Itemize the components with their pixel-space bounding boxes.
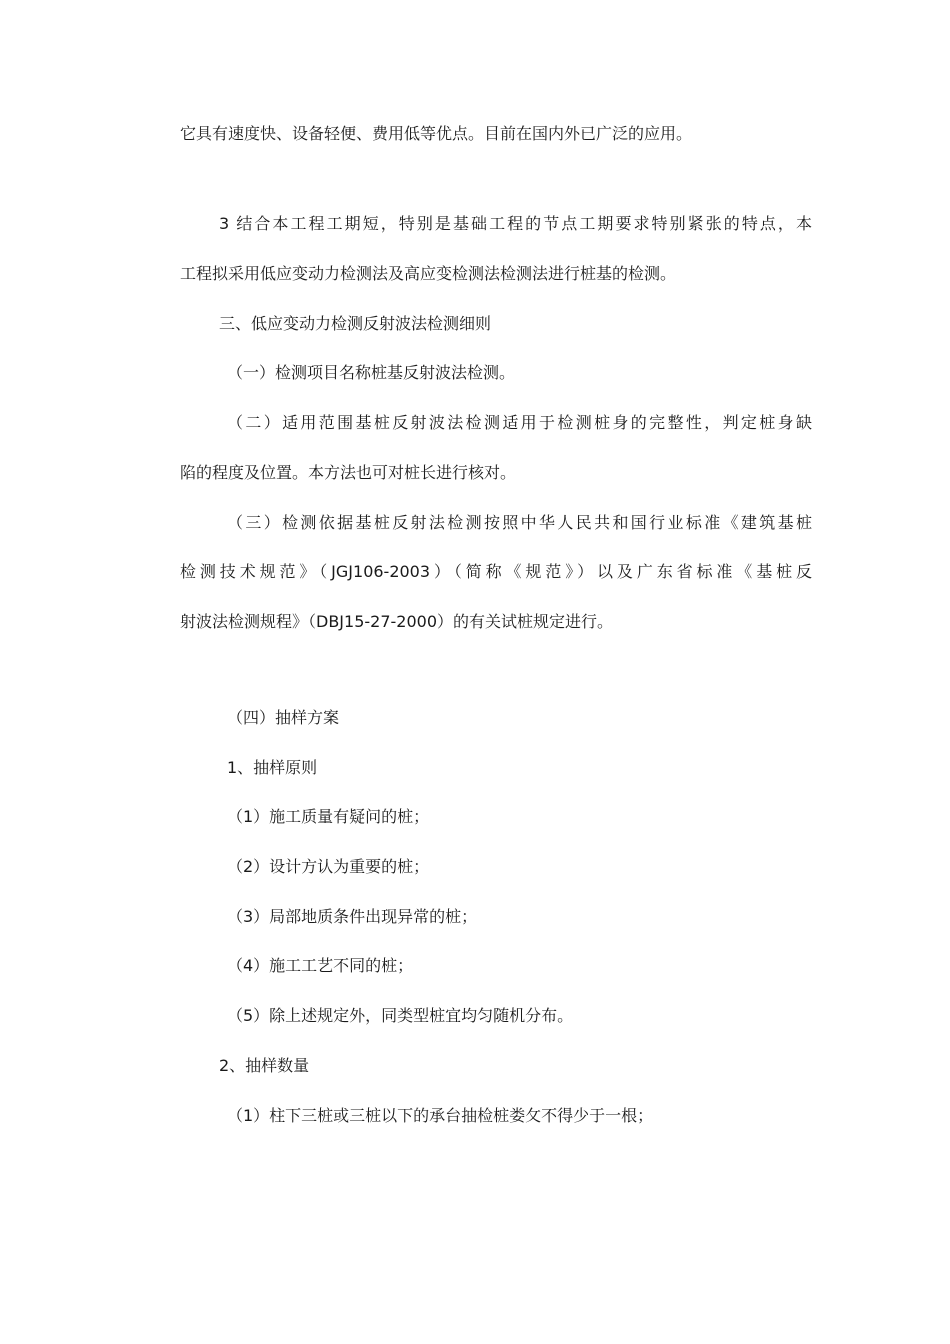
subsection-heading: 2、抽样数量 [219,1056,310,1075]
list-item: （1）柱下三桩或三桩以下的承台抽检桩娄攵不得少于一根； [227,1106,654,1125]
paragraph-line: （三）检测依据基桩反射法检测按照中华人民共和国行业标准《建筑基桩 [227,513,812,532]
subsection-heading: 1、抽样原则 [227,758,318,777]
list-item: （2）设计方认为重要的桩； [227,857,430,876]
list-item: （5）除上述规定外，同类型桩宜均匀随机分布。 [227,1006,574,1025]
list-item: （3）局部地质条件出现异常的桩； [227,907,478,926]
paragraph-line: 3 结合本工程工期短，特别是基础工程的节点工期要求特别紧张的特点，本 [219,214,812,233]
paragraph-line: 它具有速度快、设备轻便、费用低等优点。目前在国内外已广泛的应用。 [180,124,693,143]
section-heading: （四）抽样方案 [227,708,340,727]
paragraph-line: 工程拟采用低应变动力检测法及高应变检测法检测法进行桩基的检测。 [180,264,677,283]
paragraph-line: （二）适用范围基桩反射波法检测适用于检测桩身的完整性，判定桩身缺 [227,413,812,432]
paragraph-line: 射波法检测规程》（DBJ15-27-2000）的有关试桩规定进行。 [180,612,614,631]
section-heading: 三、低应变动力检测反射波法检测细则 [219,314,492,333]
list-item: （4）施工工艺不同的桩； [227,956,414,975]
list-item: （1）施工质量有疑问的桩； [227,807,430,826]
paragraph-line: 检测技术规范》（JGJ106-2003）（简称《规范》）以及广东省标准《基桩反 [180,562,812,581]
paragraph-line: （一）检测项目名称桩基反射波法检测。 [227,363,516,382]
paragraph-line: 陷的程度及位置。本方法也可对桩长进行核对。 [180,463,517,482]
